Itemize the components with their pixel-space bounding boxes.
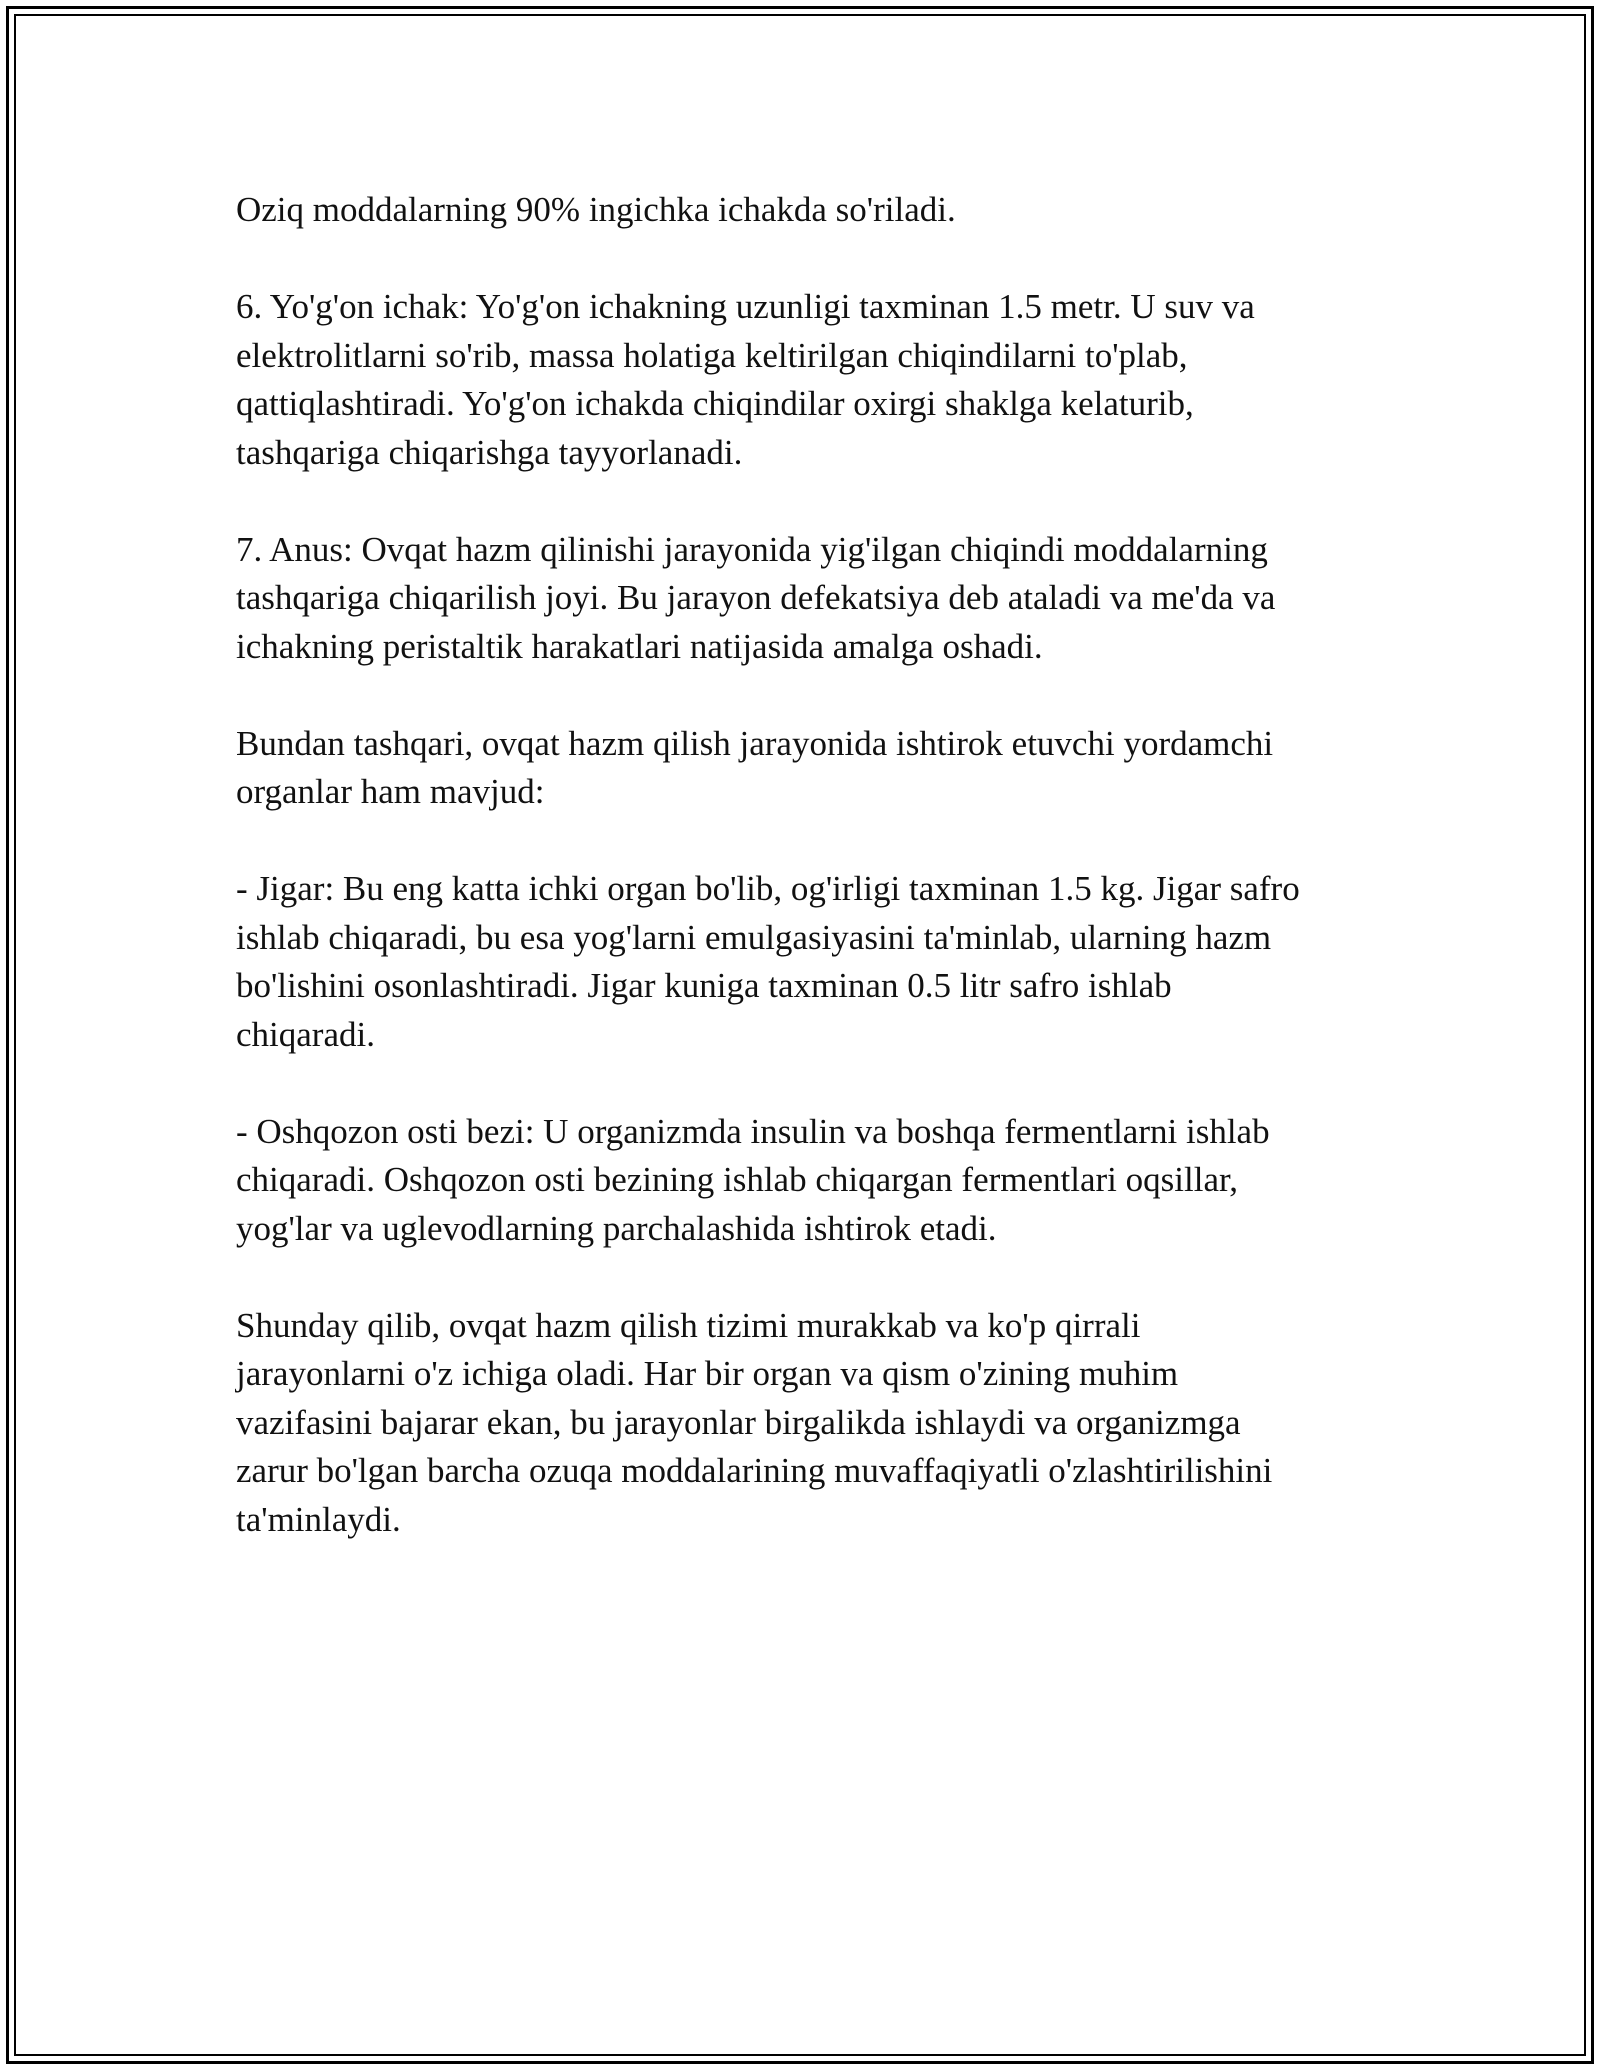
paragraph-accessory-organs-intro: Bundan tashqari, ovqat hazm qilish jarayonida ishtirok etuvchi yordamchi organlar ham mavjud: <box>236 723 1274 811</box>
paragraph-large-intestine: 6. Yo'g'on ichak: Yo'g'on ichakning uzunligi taxminan 1.5 metr. U suv va elektrolitlarni so'rib, massa holatiga keltirilgan chiqindilarni to'plab, qattiqlashtiradi. Yo'g'on ichakda chiqindilar oxirgi shaklga kelaturib, tashqariga chiqarishga tayyorlanadi. <box>236 287 1255 472</box>
paragraph-anus: 7. Anus: Ovqat hazm qilinishi jarayonida yig'ilgan chiqindi moddalarning tashqariga chiqarilish joyi. Bu jarayon defekatsiya deb ataladi va me'da va ichakning peristaltik harakatlari natijasida amalga oshadi. <box>236 529 1276 666</box>
paragraph-absorption: Oziq moddalarning 90% ingichka ichakda so'riladi. <box>236 190 956 229</box>
paragraph-pancreas: - Oshqozon osti bezi: U organizmda insulin va boshqa fermentlarni ishlab chiqaradi. Oshqozon osti bezining ishlab chiqargan fermentlari oqsillar, yog'lar va uglevodlarning parchalashida ishtirok etadi. <box>236 1111 1270 1248</box>
paragraph-liver: - Jigar: Bu eng katta ichki organ bo'lib, og'irligi taxminan 1.5 kg. Jigar safro ishlab chiqaradi, bu esa yog'larni emulgasiyasini ta'minlab, ularning hazm bo'lishini osonlashtiradi. Jigar kuniga taxminan 0.5 litr safro ishlab chiqaradi. <box>236 869 1300 1054</box>
paragraph-conclusion: Shunday qilib, ovqat hazm qilish tizimi murakkab va ko'p qirrali jarayonlarni o'z ichiga oladi. Har bir organ va qism o'zining muhim vazifasini bajarar ekan, bu jarayonlar birgalikda ishlaydi va organizmga zarur bo'lgan barcha ozuqa moddalarining muvaffaqiyatli o'zlashtirilishini ta'minlaydi. <box>236 1305 1273 1539</box>
document-body <box>236 186 1376 1593</box>
